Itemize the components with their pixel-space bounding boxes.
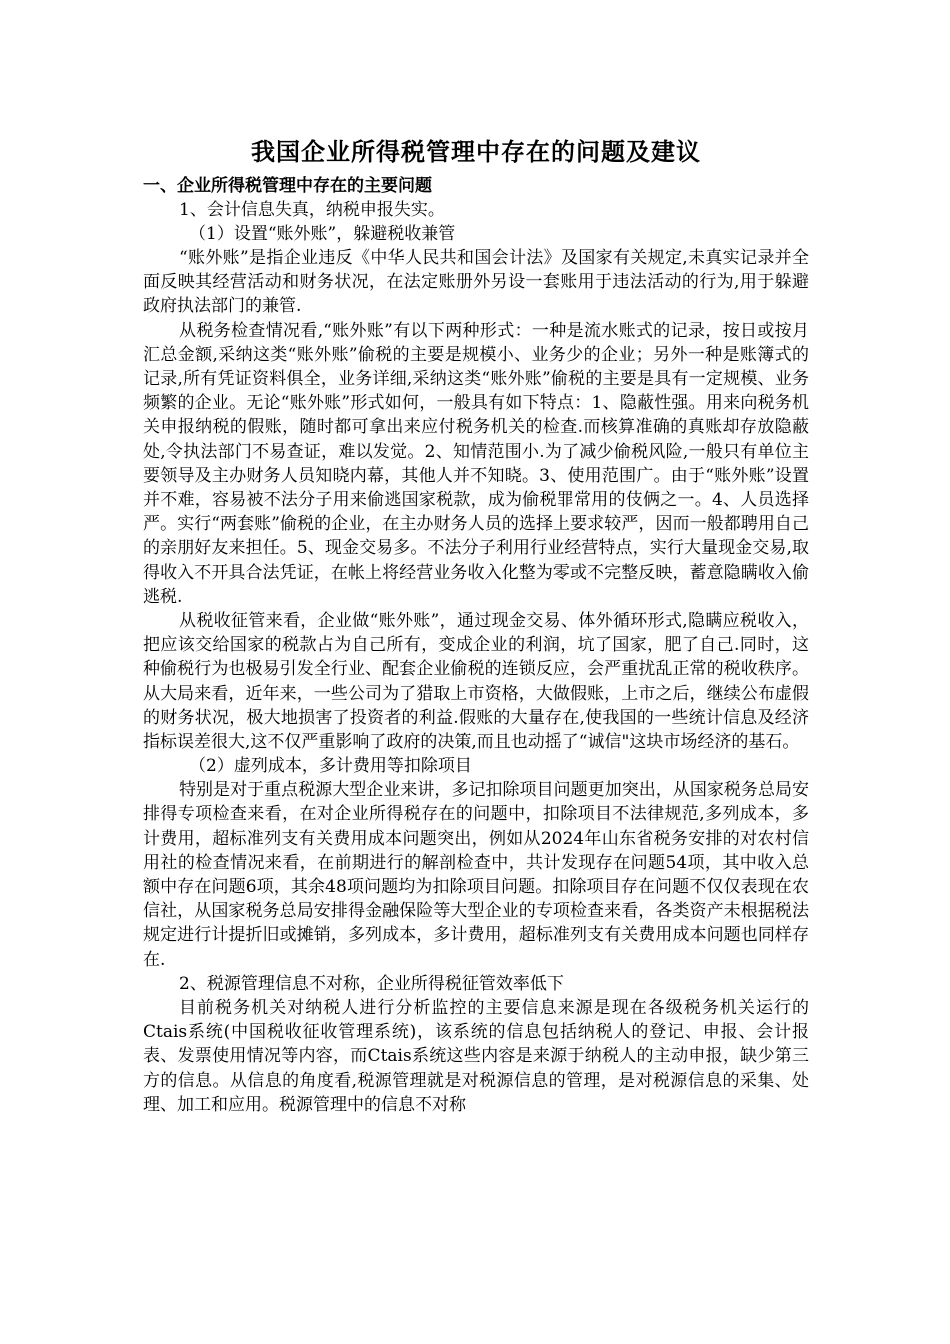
paragraph: 从税务检查情况看,“账外账”有以下两种形式：一种是流水账式的记录，按日或按月汇总金额,采纳这类“账外账”偷税的主要是规模小、业务少的企业；另外一种是账簿式的记录,所有凭证资料俱全，业务详细,采纳这类“账外账”偷税的主要是具有一定规模、业务频繁的企业。无论“账外账”形式如何，一般具有如下特点：1、隐蔽性强。用来向税务机关申报纳税的假账，随时都可拿出来应付税务机关的检查.而核算准确的真账却存放隐蔽处,令执法部门不易查证，难以发觉。2、知情范围小.为了减少偷税风险,一般只有单位主要领导及主办财务人员知晓内幕，其他人并不知晓。3、使用范围广。由于“账外账”设置并不难，容易被不法分子用来偷逃国家税款，成为偷税罪常用的伎俩之一。4、人员选择严。实行“两套账”偷税的企业，在主办财务人员的选择上要求较严，因而一般都聘用自己的亲朋好友来担任。5、现金交易多。不法分子利用行业经营特点，实行大量现金交易,取得收入不开具合法凭证，在帐上将经营业务收入化整为零或不完整反映，蓄意隐瞒收入偷逃税. (143, 320, 809, 607)
paragraph: 从税收征管来看，企业做“账外账”，通过现金交易、体外循环形式,隐瞒应税收入，把应该交给国家的税款占为自己所有，变成企业的利润，坑了国家，肥了自己.同时，这种偷税行为也极易引发全行业、配套企业偷税的连锁反应，会严重扰乱正常的税收秩序。从大局来看，近年来，一些公司为了猎取上市资格，大做假账，上市之后，继续公布虚假的财务状况，极大地损害了投资者的利益.假账的大量存在,使我国的一些统计信息及经济指标误差很大,这不仅严重影响了政府的决策,而且也动摇了“诚信"这块市场经济的基石。 (143, 611, 809, 753)
document-page (143, 134, 809, 1117)
paragraph: 目前税务机关对纳税人进行分析监控的主要信息来源是现在各级税务机关运行的Ctais系统(中国税收征收管理系统)，该系统的信息包括纳税人的登记、申报、会计报表、发票使用情况等内容，而Ctais系统这些内容是来源于纳税人的主动申报，缺少第三方的信息。从信息的角度看,税源管理就是对税源信息的管理，是对税源信息的采集、处理、加工和应用。税源管理中的信息不对称 (143, 997, 809, 1115)
paragraph: 特别是对于重点税源大型企业来讲，多记扣除项目问题更加突出，从国家税务总局安排得专项检查来看，在对企业所得税存在的问题中，扣除项目不法律规范,多列成本，多计费用，超标准列支有关费用成本问题突出，例如从2024年山东省税务安排的对农村信用社的检查情况来看，在前期进行的解剖检查中，共计发现存在问题54项，其中收入总额中存在问题6项，其余48项问题均为扣除项目问题。扣除项目存在问题不仅仅表现在农信社，从国家税务总局安排得金融保险等大型企业的专项检查来看，各类资产未根据税法规定进行计提折旧或摊销，多列成本，多计费用，超标准列支有关费用成本问题也同样存在. (143, 780, 809, 970)
document-title: 我国企业所得税管理中存在的问题及建议 (251, 138, 701, 166)
item-heading: 1、会计信息失真，纳税申报失实。 (179, 200, 445, 220)
subitem-heading: （1）设置“账外账”，躲避税收兼管 (189, 224, 456, 244)
item-heading: 2、税源管理信息不对称，企业所得税征管效率低下 (179, 973, 564, 994)
paragraph: “账外账”是指企业违反《中华人民共和国会计法》及国家有关规定,未真实记录并全面反映其经营活动和财务状况，在法定账册外另设一套账用于违法活动的行为,用于躲避政府执法部门的兼管. (143, 248, 809, 317)
section-heading: 一、企业所得税管理中存在的主要问题 (143, 176, 432, 196)
subitem-heading: （2）虚列成本，多计费用等扣除项目 (189, 756, 472, 777)
